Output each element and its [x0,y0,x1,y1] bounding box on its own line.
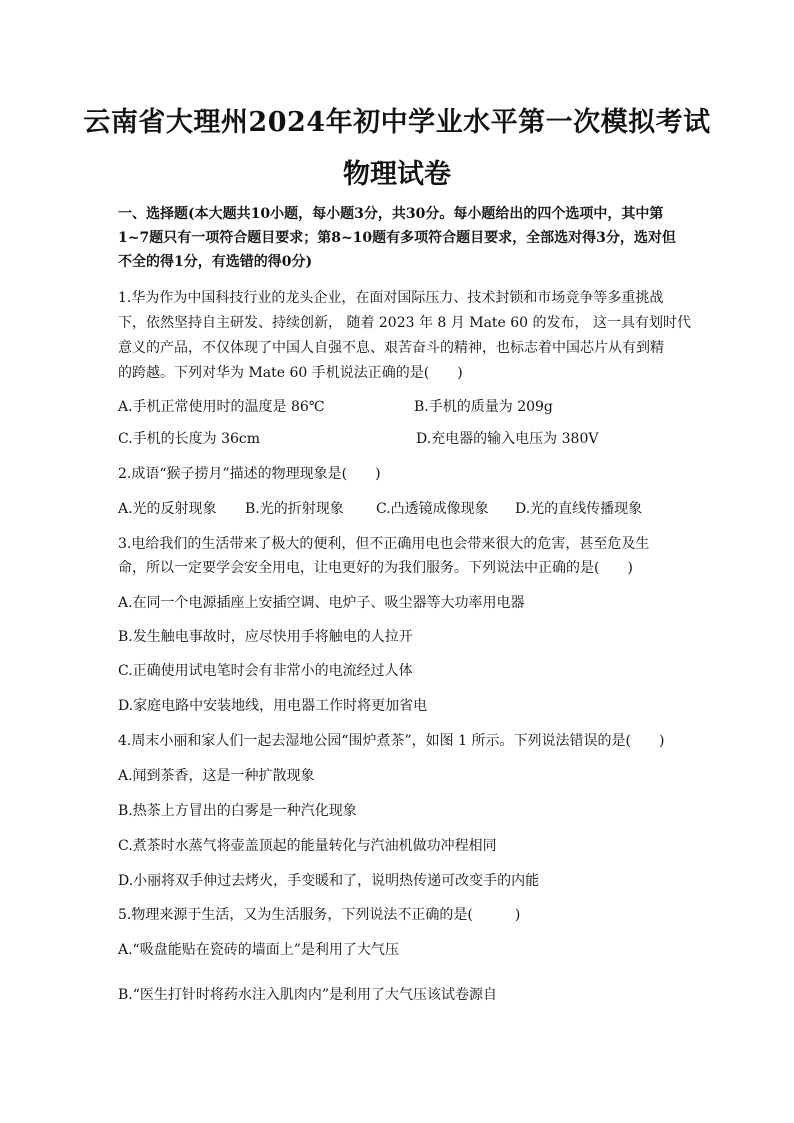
q1-option-c: C.手机的长度为 36cm [118,431,261,447]
q1-option-a: A.手机正常使用时的温度是 86℃ [118,399,325,415]
q1-stem-line-3: 意义的产品，不仅体现了中国人自强不息、艰苦奋斗的精神，也标志着中国芯片从有到精 [118,340,664,356]
q3-option-d: D.家庭电路中安装地线，用电器工作时将更加省电 [118,698,428,714]
q5-option-a: A.“吸盘能贴在瓷砖的墙面上”是利用了大气压 [118,942,399,958]
q2-option-b: B.光的折射现象 [245,501,344,517]
q4-option-d: D.小丽将双手伸过去烤火，手变暖和了，说明热传递可改变手的内能 [118,873,540,889]
q5-option-b: B.“医生打针时将药水注入肌肉内”是利用了大气压该试卷源自 [118,987,498,1003]
section-instructions-line-2: 1~7题只有一项符合题目要求；第8~10题有多项符合题目要求，全部选对得3分，选对但 [118,230,676,246]
q3-option-a: A.在同一个电源插座上安插空调、电炉子、吸尘器等大功率用电器 [118,595,525,611]
q4-option-a: A.闻到茶香，这是一种扩散现象 [118,768,315,784]
exam-title: 云南省大理州2024年初中学业水平第一次模拟考试 [83,107,711,138]
q5-stem: 5.物理来源于生活，又为生活服务，下列说法不正确的是( ) [118,907,521,923]
q2-stem: 2.成语“猴子捞月”描述的物理现象是( ) [118,466,381,482]
section-instructions-line-3: 不全的得1分，有选错的得0分) [118,254,313,270]
section-instructions-line-1: 一、选择题(本大题共10小题，每小题3分，共30分。每小题给出的四个选项中，其中第 [118,206,664,222]
q1-stem-line-2: 下，依然坚持自主研发、持续创新， 随着 2023 年 8 月 Mate 60 的发布， 这一具有划时代 [118,315,691,331]
q4-option-b: B.热茶上方冒出的白雾是一种汽化现象 [118,803,357,819]
q1-stem-line-1: 1.华为作为中国科技行业的龙头企业，在面对国际压力、技术封锁和市场竞争等多重挑战 [118,290,664,306]
q3-stem-line-2: 命，所以一定要学会安全用电，让电更好的为我们服务。下列说法中正确的是( ) [118,560,633,576]
q2-option-d: D.光的直线传播现象 [515,501,643,517]
q3-stem-line-1: 3.电给我们的生活带来了极大的便利，但不正确用电也会带来很大的危害，甚至危及生 [118,536,650,552]
q4-stem: 4.周末小丽和家人们一起去湿地公园“围炉煮茶”，如图 1 所示。下列说法错误的是( ) [118,733,665,749]
q2-option-c: C.凸透镜成像现象 [376,501,489,517]
exam-subtitle: 物理试卷 [343,159,451,190]
q2-option-a: A.光的反射现象 [118,501,217,517]
q1-option-d: D.充电器的输入电压为 380V [416,431,599,447]
q3-option-c: C.正确使用试电笔时会有非常小的电流经过人体 [118,663,413,679]
q1-stem-line-4: 的跨越。下列对华为 Mate 60 手机说法正确的是( ) [118,365,463,381]
q4-option-c: C.煮茶时水蒸气将壶盖顶起的能量转化与汽油机做功冲程相同 [118,838,497,854]
q3-option-b: B.发生触电事故时，应尽快用手将触电的人拉开 [118,629,413,645]
q1-option-b: B.手机的质量为 209g [414,399,553,415]
